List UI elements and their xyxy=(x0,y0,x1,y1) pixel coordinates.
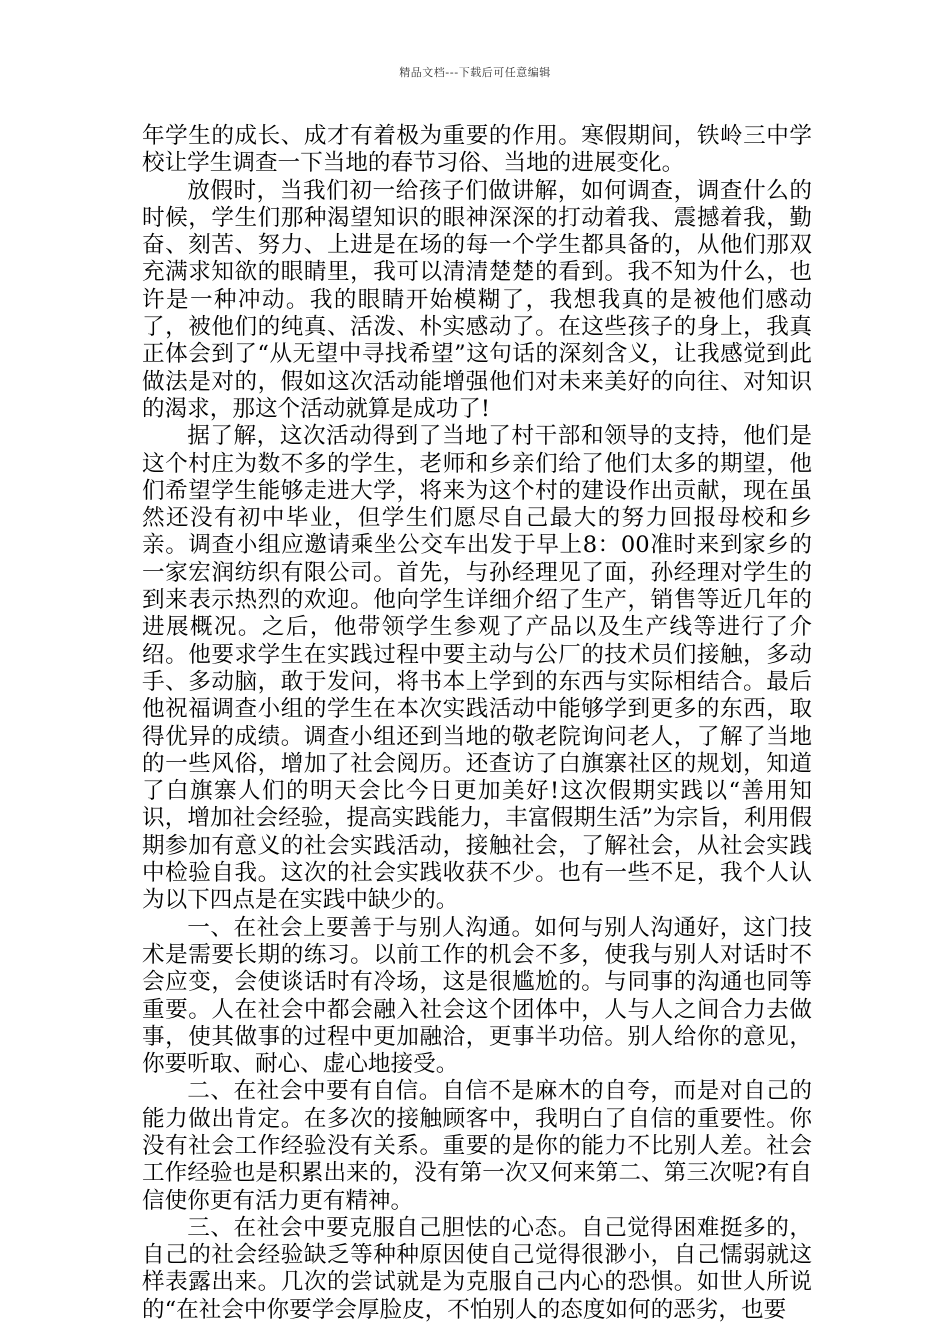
page-header: 精品文档---下载后可任意编辑 xyxy=(399,66,551,79)
paragraph-activity-report: 据了解，这次活动得到了当地了村干部和领导的支持，他们是这个村庄为数不多的学生，老师和乡亲们给了他们太多的期望，他们希望学生能够走进大学，将来为这个村的建设作出贡献，现在虽然还没有初中毕业，但学生们愿尽自己最大的努力回报母校和乡亲。调查小组应邀请乘坐公交车出发于早上8：00准时来到家乡的一家宏润纺织有限公司。首先，与孙经理见了面，孙经理对学生的到来表示热烈的欢迎。他向学生详细介绍了生产，销售等近几年的进展概况。之后，他带领学生参观了产品以及生产线等进行了介绍。他要求学生在实践过程中要主动与公厂的技术员们接触，多动手、多动脑，敢于发问，将书本上学到的东西与实际相结合。最后他祝福调查小组的学生在本次实践活动中能够学到更多的东西，取得优异的成绩。调查小组还到当地的敬老院询问老人，了解了当地的一些风俗，增加了社会阅历。还查访了白旗寨社区的规划，知道了白旗寨人们的明天会比今日更加美好!这次假期实践以“善用知识，增加社会经验，提高实践能力，丰富假期生活”为宗旨，利用假期参加有意义的社会实践活动，接触社会，了解社会，从社会实践中检验自我。这次的社会实践收获不少。也有一些不足，我个人认为以下四点是在实践中缺少的。 xyxy=(142,423,812,914)
paragraph-point-communication: 一、在社会上要善于与别人沟通。如何与别人沟通好，这门技术是需要长期的练习。以前工作的机会不多，使我与别人对话时不会应变，会使谈话时有冷场，这是很尴尬的。与同事的沟通也同等重要。人在社会中都会融入社会这个团体中，人与人之间合力去做事，使其做事的过程中更加融洽，更事半功倍。别人给你的意见，你要听取、耐心、虚心地接受。 xyxy=(142,914,812,1078)
document-body xyxy=(142,123,812,1324)
paragraph-holiday-explanation: 放假时，当我们初一给孩子们做讲解，如何调查，调查什么的时候，学生们那种渴望知识的眼神深深的打动着我、震撼着我，勤奋、刻苦、努力、上进是在场的每一个学生都具备的，从他们那双充满求知欲的眼睛里，我可以清清楚楚的看到。我不知为什么，也许是一种冲动。我的眼睛开始模糊了，我想我真的是被他们感动了，被他们的纯真、活泼、朴实感动了。在这些孩子的身上，我真正体会到了“从无望中寻找希望”这句话的深刻含义，让我感觉到此做法是对的，假如这次活动能增强他们对未来美好的向往、对知识的渴求，那这个活动就算是成功了! xyxy=(142,177,812,422)
paragraph-point-timidity: 三、在社会中要克服自己胆怯的心态。自己觉得困难挺多的，自己的社会经验缺乏等种种原因使自己觉得很渺小，自己懦弱就这样表露出来。几次的尝试就是为克服自己内心的恐惧。如世人所说的“在社会中你要学会厚脸皮，不怕别人的态度如何的恶劣，也要 xyxy=(142,1214,812,1323)
paragraph-point-confidence: 二、在社会中要有自信。自信不是麻木的自夸，而是对自己的能力做出肯定。在多次的接触顾客中，我明白了自信的重要性。你没有社会工作经验没有关系。重要的是你的能力不比别人差。社会工作经验也是积累出来的，没有第一次又何来第二、第三次呢?有自信使你更有活力更有精神。 xyxy=(142,1078,812,1214)
paragraph-intro: 年学生的成长、成才有着极为重要的作用。寒假期间，铁岭三中学校让学生调查一下当地的春节习俗、当地的进展变化。 xyxy=(142,123,812,177)
